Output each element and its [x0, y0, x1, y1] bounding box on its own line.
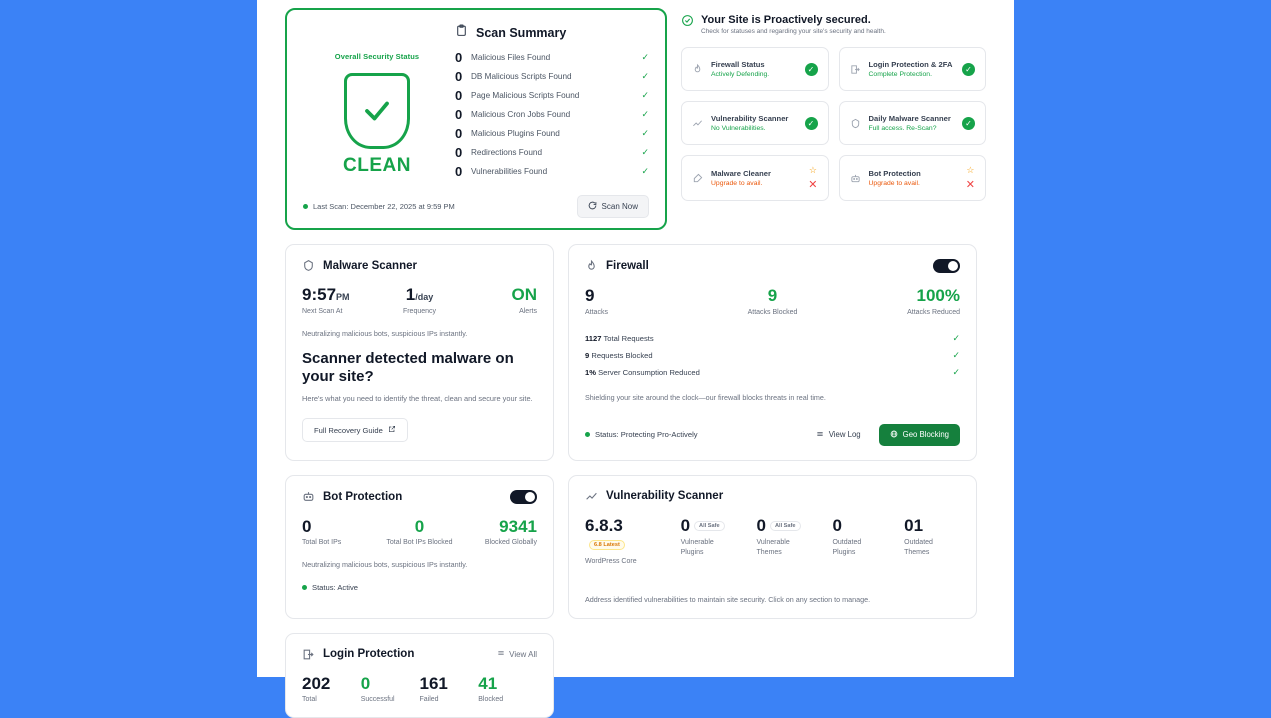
tile-title: Login Protection & 2FA: [869, 60, 955, 69]
button-label: View Log: [829, 430, 861, 439]
bot-protection-status: Status: Active: [302, 583, 537, 592]
card-title: Firewall: [606, 260, 925, 272]
status-dot-icon: [585, 432, 590, 437]
item-count: 0: [455, 50, 467, 65]
malware-icon: [850, 118, 861, 129]
check-icon: ✓: [641, 166, 649, 177]
stat-unit: PM: [336, 292, 350, 302]
item-count: 0: [455, 88, 467, 103]
promo-text: Here's what you need to identify the threat, clean and secure your site.: [302, 393, 537, 404]
secured-subtitle: Check for statuses and regarding your site's security and health.: [701, 28, 886, 35]
stat-total-bot-ips: [302, 518, 380, 547]
stat-key: Total Bot IPs Blocked: [380, 539, 458, 546]
stat-next-scan: [302, 286, 380, 315]
stat-key: Vulnerable Plugins: [681, 538, 739, 557]
stat-attacks-blocked: [710, 287, 835, 316]
stat-value: ON: [459, 286, 537, 305]
view-all-button[interactable]: [497, 649, 537, 659]
bot-protection-toggle[interactable]: [510, 490, 537, 504]
item-count: 0: [455, 145, 467, 160]
stat-alerts: [459, 286, 537, 315]
overall-status-label: Overall Security Status: [303, 52, 451, 61]
overall-security-status: [303, 24, 451, 183]
stat-unit: /day: [415, 292, 433, 302]
vulnerability-scanner-note: Address identified vulnerabilities to maintain site security. Click on any section to manage.: [585, 595, 960, 604]
stat-key: Frequency: [380, 308, 458, 315]
flame-icon: [692, 64, 703, 75]
stat-key: Attacks Blocked: [710, 309, 835, 316]
shield-icon: [302, 259, 315, 272]
stat-key: Attacks: [585, 309, 710, 316]
tile-title: Vulnerability Scanner: [711, 114, 797, 123]
list-icon: [497, 649, 505, 659]
safe-badge: All Safe: [770, 521, 801, 531]
scan-status-text: CLEAN: [303, 155, 451, 177]
firewall-note: Shielding your site around the clock—our firewall blocks threats in real time.: [585, 393, 960, 402]
row-text: Requests Blocked: [591, 351, 652, 360]
check-icon: ✓: [641, 128, 649, 139]
tile-status: Actively Defending.: [711, 71, 797, 78]
tile-bot-protection[interactable]: [839, 155, 987, 201]
stat-key: Total: [302, 696, 361, 703]
card-title: Bot Protection: [323, 491, 502, 503]
stat-value: 0: [380, 518, 458, 537]
malware-scanner-card: [285, 244, 554, 461]
item-label: Malicious Files Found: [467, 53, 641, 62]
firewall-card: [568, 244, 977, 461]
malware-scanner-note: Neutralizing malicious bots, suspicious IPs instantly.: [302, 329, 537, 338]
check-badge-icon: ✓: [962, 117, 975, 130]
check-icon: ✓: [641, 52, 649, 63]
firewall-status: Status: Protecting Pro-Actively: [585, 430, 806, 439]
stat-value: 0: [832, 517, 886, 536]
stat-key: Failed: [420, 696, 479, 703]
stat-vulnerable-themes[interactable]: [757, 517, 815, 558]
cards-grid-row-1: [285, 244, 986, 461]
geo-blocking-button[interactable]: [879, 424, 960, 446]
card-title: Malware Scanner: [323, 260, 537, 272]
star-icon: ☆: [809, 165, 817, 176]
shield-check-small-icon: [681, 14, 694, 32]
scan-summary-item: [455, 145, 649, 160]
check-icon: ✓: [952, 333, 960, 344]
star-icon: ☆: [966, 165, 974, 176]
stat-key: Total Bot IPs: [302, 539, 380, 546]
bot-icon: [302, 490, 315, 503]
firewall-row: [585, 364, 960, 381]
check-icon: ✓: [641, 71, 649, 82]
check-badge-icon: ✓: [805, 117, 818, 130]
stat-key: Outdated Plugins: [832, 538, 886, 557]
stat-key: Vulnerable Themes: [757, 538, 815, 557]
item-count: 0: [455, 164, 467, 179]
scan-summary-item: [455, 164, 649, 179]
stat-value: 202: [302, 675, 361, 694]
firewall-row: [585, 347, 960, 364]
secured-panel: [681, 8, 986, 230]
tile-status: Complete Protection.: [869, 71, 955, 78]
scan-summary-card: [285, 8, 667, 230]
tile-title: Bot Protection: [869, 169, 958, 178]
clipboard-icon: [455, 24, 468, 42]
last-scan-text: Last Scan: December 22, 2025 at 9:59 PM: [303, 202, 455, 211]
bot-protection-note: Neutralizing malicious bots, suspicious IPs instantly.: [302, 560, 537, 569]
item-label: Page Malicious Scripts Found: [467, 91, 641, 100]
item-count: 0: [455, 107, 467, 122]
item-label: DB Malicious Scripts Found: [467, 72, 641, 81]
item-count: 0: [455, 69, 467, 84]
scan-summary-item: [455, 126, 649, 141]
stat-vulnerable-plugins[interactable]: [681, 517, 739, 558]
check-icon: ✓: [641, 90, 649, 101]
tile-title: Malware Cleaner: [711, 169, 800, 178]
tile-status: Full access. Re-Scan?: [869, 125, 955, 132]
stat-value: 0: [361, 675, 420, 694]
firewall-row: [585, 330, 960, 347]
check-badge-icon: ✓: [962, 63, 975, 76]
cross-icon: ✕: [966, 178, 975, 191]
stat-total-bot-ips-blocked: [380, 518, 458, 547]
stat-key: Outdated Themes: [904, 538, 960, 557]
scanner-icon: [585, 490, 598, 503]
cleaner-icon: [692, 173, 703, 184]
card-title: Vulnerability Scanner: [606, 490, 960, 502]
check-icon: ✓: [952, 367, 960, 378]
stat-failed: [420, 675, 479, 704]
stat-key: Successful: [361, 696, 420, 703]
stat-key: Blocked: [478, 696, 537, 703]
status-dot-icon: [303, 204, 308, 209]
item-label: Redirections Found: [467, 148, 641, 157]
item-count: 0: [455, 126, 467, 141]
stat-blocked: [478, 675, 537, 704]
button-label: Geo Blocking: [903, 430, 949, 439]
login-protection-card: [285, 633, 554, 718]
check-badge-icon: ✓: [805, 63, 818, 76]
row-text: Total Requests: [603, 334, 653, 343]
external-link-icon: [388, 425, 396, 435]
button-label: View All: [509, 650, 537, 659]
stat-value: 0: [757, 516, 766, 535]
tile-login-protection-2fa[interactable]: [839, 47, 987, 91]
card-title: Login Protection: [323, 648, 489, 660]
bot-icon: [850, 173, 861, 184]
stat-key: Attacks Reduced: [835, 309, 960, 316]
stat-key: Blocked Globally: [459, 539, 537, 546]
stat-value: 0: [302, 518, 380, 537]
firewall-toggle[interactable]: [933, 259, 960, 273]
full-recovery-guide-button[interactable]: [302, 418, 408, 442]
tile-malware-cleaner[interactable]: [681, 155, 829, 201]
row-number: 1127: [585, 334, 601, 343]
item-label: Vulnerabilities Found: [467, 167, 641, 176]
scan-summary-title: Scan Summary: [476, 26, 566, 40]
check-icon: ✓: [641, 109, 649, 120]
stat-outdated-plugins[interactable]: [832, 517, 886, 558]
tile-firewall-status[interactable]: [681, 47, 829, 91]
row-number: 1%: [585, 368, 596, 377]
view-log-button[interactable]: [806, 424, 871, 446]
flame-icon: [585, 260, 598, 273]
shield-check-icon: [344, 73, 410, 149]
stat-wordpress-core[interactable]: [585, 517, 663, 567]
stat-value: 9:57: [302, 285, 336, 304]
cards-grid-row-3: [285, 633, 986, 718]
row-text: Server Consumption Reduced: [598, 368, 700, 377]
check-icon: ✓: [641, 147, 649, 158]
tile-title: Firewall Status: [711, 60, 797, 69]
promo-heading: Scanner detected malware on your site?: [302, 350, 537, 388]
scan-now-button[interactable]: [577, 195, 649, 218]
cross-icon: ✕: [808, 178, 817, 191]
tile-status: No Vulnerabilities.: [711, 125, 797, 132]
scan-summary-item: [455, 107, 649, 122]
dashboard-page: [257, 0, 1014, 677]
stat-attacks-reduced: [835, 287, 960, 316]
stat-value: 1: [406, 285, 415, 304]
stat-key: WordPress Core: [585, 557, 643, 566]
stat-total: [302, 675, 361, 704]
cards-grid-row-2: [285, 475, 986, 619]
list-icon: [816, 430, 824, 440]
stat-outdated-themes[interactable]: [904, 517, 960, 558]
stat-frequency: [380, 286, 458, 315]
scan-summary-item: [455, 69, 649, 84]
stat-attacks: [585, 287, 710, 316]
item-label: Malicious Cron Jobs Found: [467, 110, 641, 119]
login-icon: [850, 64, 861, 75]
tile-status: Upgrade to avail.: [869, 180, 958, 187]
top-row: [285, 8, 986, 230]
scanner-icon: [692, 118, 703, 129]
scan-summary-item: [455, 50, 649, 65]
check-icon: ✓: [952, 350, 960, 361]
globe-icon: [890, 430, 898, 440]
status-dot-icon: [302, 585, 307, 590]
login-icon: [302, 648, 315, 661]
row-number: 9: [585, 351, 589, 360]
tile-status: Upgrade to avail.: [711, 180, 800, 187]
tile-daily-malware-scanner[interactable]: [839, 101, 987, 145]
stat-value: 01: [904, 517, 960, 536]
tile-title: Daily Malware Scanner: [869, 114, 955, 123]
safe-badge: All Safe: [694, 521, 725, 531]
stat-key: Alerts: [459, 308, 537, 315]
refresh-icon: [588, 201, 597, 212]
stat-key: Next Scan At: [302, 308, 380, 315]
secured-title: Your Site is Proactively secured.: [701, 14, 886, 26]
item-label: Malicious Plugins Found: [467, 129, 641, 138]
stat-value: 0: [681, 516, 690, 535]
stat-value: 9341: [459, 518, 537, 537]
stat-successful: [361, 675, 420, 704]
tile-vulnerability-scanner[interactable]: [681, 101, 829, 145]
stat-value: 41: [478, 675, 537, 694]
stat-value: 6.8.3: [585, 516, 623, 535]
bot-protection-card: [285, 475, 554, 619]
scan-now-label: Scan Now: [602, 202, 638, 211]
button-label: Full Recovery Guide: [314, 426, 383, 435]
latest-badge: 6.8 Latest: [589, 540, 625, 550]
stat-value: 9: [585, 287, 710, 306]
vulnerability-scanner-card: [568, 475, 977, 619]
scan-summary-item: [455, 88, 649, 103]
stat-blocked-globally: [459, 518, 537, 547]
stat-value: 161: [420, 675, 479, 694]
stat-value: 9: [710, 287, 835, 306]
stat-value: 100%: [835, 287, 960, 306]
